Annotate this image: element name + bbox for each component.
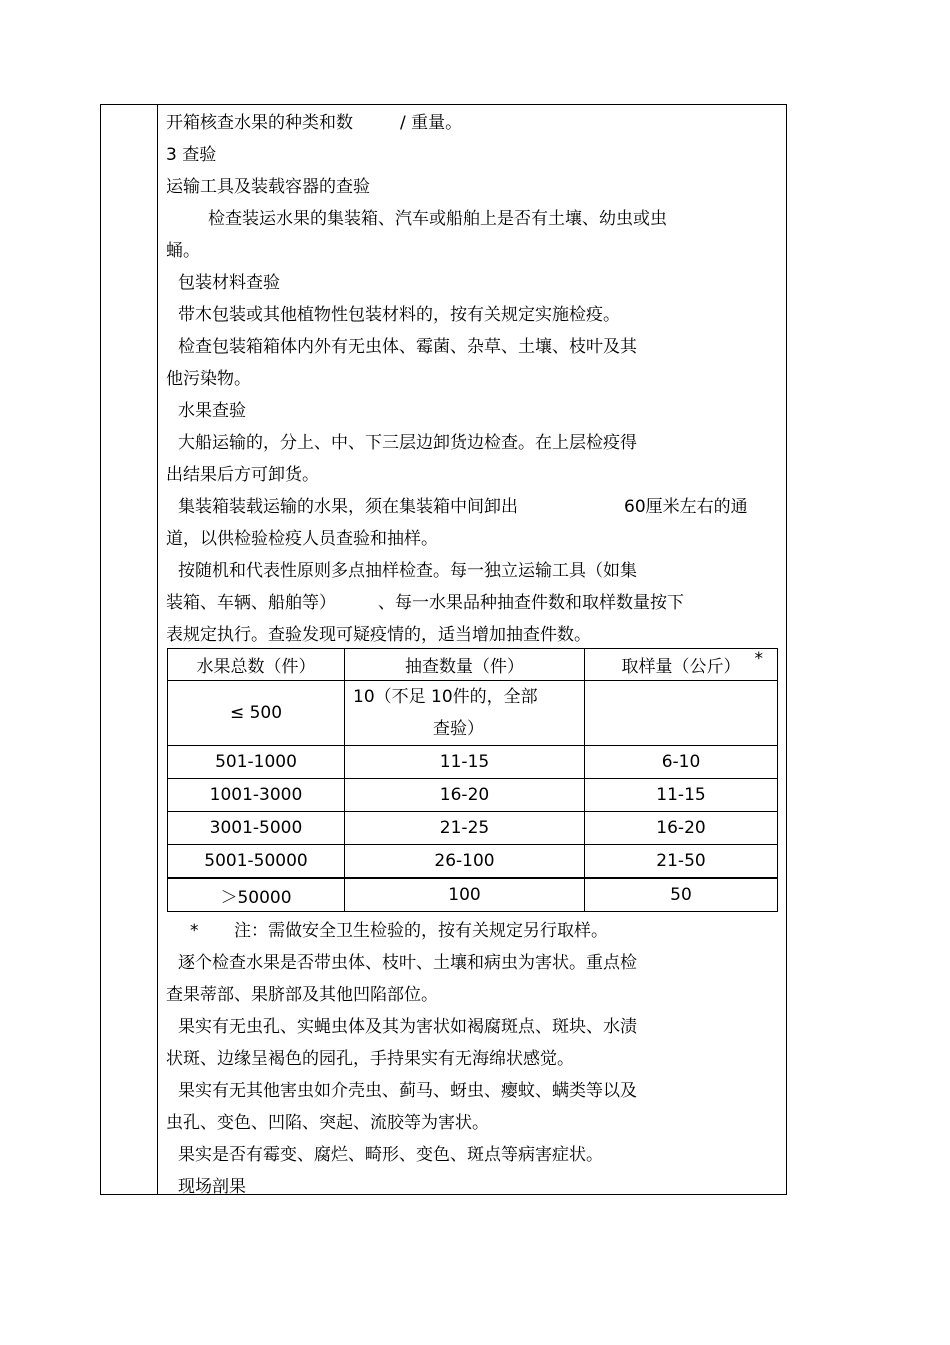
text-line: 逐个检查水果是否带虫体、枝叶、土壤和病虫为害状。重点检 — [178, 953, 637, 973]
text-line: 他污染物。 — [166, 369, 251, 389]
table-cell: 11-15 — [345, 746, 585, 779]
table-header-row — [168, 649, 778, 681]
table-cell: 100 — [345, 878, 585, 912]
table-row — [168, 746, 778, 779]
text-line: 60厘米左右的通 — [624, 497, 748, 517]
table-cell: 16-20 — [345, 779, 585, 812]
table-cell: 6-10 — [585, 746, 778, 779]
table-cell: 3001-5000 — [168, 812, 345, 845]
text-line: 状斑、边缘呈褐色的园孔，手持果实有无海绵状感觉。 — [166, 1049, 574, 1069]
table-cell: ≤ 500 — [168, 681, 345, 746]
text-line: 集装箱装载运输的水果，须在集装箱中间卸出 — [178, 497, 518, 517]
table-row — [168, 878, 778, 912]
text-line: 出结果后方可卸货。 — [166, 465, 319, 485]
column-divider — [157, 104, 158, 1195]
text-line: 开箱核查水果的种类和数 — [166, 113, 353, 133]
table-row — [168, 812, 778, 845]
text-line: 道，以供检验检疫人员查验和抽样。 — [166, 529, 438, 549]
text-line: 果实有无其他害虫如介壳虫、蓟马、蚜虫、瘿蚊、螨类等以及 — [178, 1081, 637, 1101]
text-line: 蛹。 — [166, 241, 200, 261]
table-cell: 21-50 — [585, 845, 778, 879]
subsection-heading: 包装材料查验 — [178, 273, 280, 293]
text-line: 按随机和代表性原则多点抽样检查。每一独立运输工具（如集 — [178, 561, 637, 581]
text-line: 大船运输的，分上、中、下三层边卸货边检查。在上层检疫得 — [178, 433, 637, 453]
table-cell: 501-1000 — [168, 746, 345, 779]
header-cell: 取样量（公斤） * — [585, 649, 778, 681]
table-cell: 21-25 — [345, 812, 585, 845]
section-heading: 3 查验 — [166, 145, 217, 165]
text-line: 果实有无虫孔、实蝇虫体及其为害状如褐腐斑点、斑块、水渍 — [178, 1017, 637, 1037]
text-line: 虫孔、变色、凹陷、突起、流胶等为害状。 — [166, 1113, 489, 1133]
header-cell: 抽查数量（件） — [345, 649, 585, 681]
asterisk-mark: * — [754, 649, 763, 669]
table-cell: 16-20 — [585, 812, 778, 845]
text-line: 表规定执行。查验发现可疑疫情的，适当增加抽查件数。 — [166, 625, 591, 645]
text-line: 检查包装箱箱体内外有无虫体、霉菌、杂草、土壤、枝叶及其 — [178, 337, 637, 357]
table-row — [168, 845, 778, 879]
text-line: 果实是否有霉变、腐烂、畸形、变色、斑点等病害症状。 — [178, 1145, 603, 1165]
subsection-heading: 运输工具及装载容器的查验 — [166, 177, 370, 197]
text-line: 检查装运水果的集装箱、汽车或船舶上是否有土壤、幼虫或虫 — [208, 209, 667, 229]
text-line: 查果蒂部、果脐部及其他凹陷部位。 — [166, 985, 438, 1005]
table-cell — [585, 681, 778, 746]
subsection-heading: 现场剖果 — [178, 1177, 246, 1197]
table-cell: 1001-3000 — [168, 779, 345, 812]
subsection-heading: 水果查验 — [178, 401, 246, 421]
text-line: 、每一水果品种抽查件数和取样数量按下 — [378, 593, 684, 613]
header-cell: 水果总数（件） — [168, 649, 345, 681]
table-row — [168, 681, 778, 746]
table-cell: 10（不足 10件的，全部 查验） — [345, 681, 585, 746]
table-cell: ＞50000 — [168, 878, 345, 912]
table-cell: 26-100 — [345, 845, 585, 879]
text-line: 装箱、车辆、船舶等） — [166, 593, 336, 613]
text-line: 带木包装或其他植物性包装材料的，按有关规定实施检疫。 — [178, 305, 620, 325]
table-row — [168, 779, 778, 812]
table-cell: 5001-50000 — [168, 845, 345, 879]
text-line: / 重量。 — [400, 113, 463, 133]
sampling-table — [167, 648, 778, 912]
note-text: 注：需做安全卫生检验的，按有关规定另行取样。 — [234, 921, 608, 941]
note-asterisk: * — [190, 921, 199, 941]
table-cell: 50 — [585, 878, 778, 912]
table-cell: 11-15 — [585, 779, 778, 812]
